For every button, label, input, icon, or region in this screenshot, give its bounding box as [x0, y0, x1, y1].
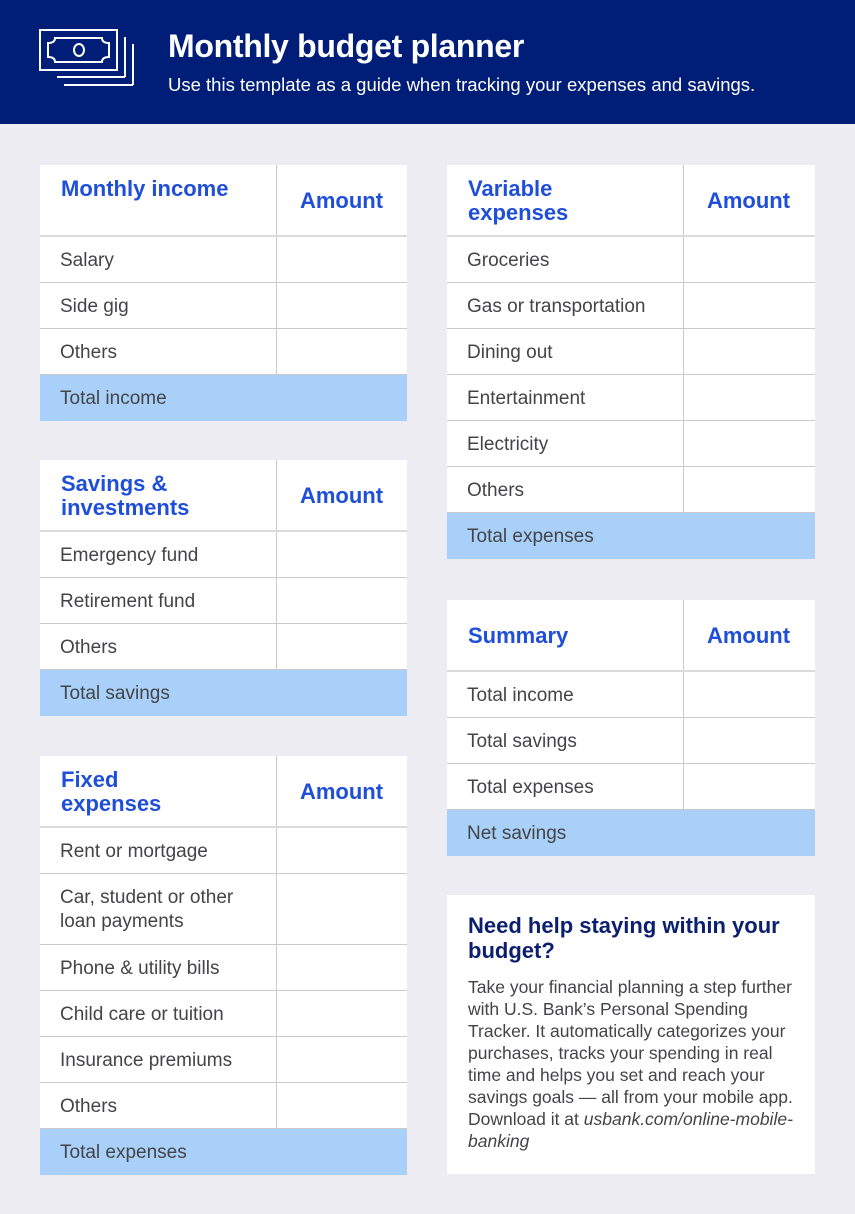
total-label: Total expenses — [467, 526, 594, 547]
table-row — [447, 672, 815, 718]
table-row — [447, 329, 815, 375]
income-table — [40, 165, 407, 421]
row-label: Others — [60, 637, 118, 658]
table-row — [40, 624, 407, 670]
table-row — [40, 283, 407, 329]
amount-cell[interactable] — [276, 532, 407, 577]
row-label: Side gig — [60, 296, 129, 317]
page-subtitle: Use this template as a guide when tracking your expenses and savings. — [168, 74, 756, 95]
amount-cell[interactable] — [276, 283, 407, 328]
amount-cell[interactable] — [683, 672, 815, 717]
page-title: Monthly budget planner — [168, 28, 525, 64]
row-label: Entertainment — [467, 388, 586, 409]
table-row — [40, 578, 407, 624]
money-bills-icon — [38, 28, 148, 96]
amount-cell[interactable] — [276, 945, 407, 990]
table-row — [447, 764, 815, 810]
table-header — [40, 165, 407, 237]
total-amount-cell[interactable] — [276, 670, 407, 716]
amount-cell[interactable] — [276, 237, 407, 282]
table-row — [447, 283, 815, 329]
row-label: Child care or tuition — [60, 1004, 224, 1025]
total-row — [40, 670, 407, 716]
table-row — [447, 421, 815, 467]
row-label: Total savings — [467, 731, 577, 752]
table-heading: Summary — [468, 623, 569, 648]
total-amount-cell[interactable] — [683, 810, 815, 856]
table-heading: Monthly income — [61, 176, 229, 201]
total-label: Total savings — [60, 683, 170, 704]
row-label: Insurance premiums — [60, 1050, 233, 1071]
amount-header: Amount — [706, 623, 791, 648]
row-label: Others — [467, 480, 525, 501]
total-row — [40, 1129, 407, 1175]
total-amount-cell[interactable] — [276, 375, 407, 421]
savings-table — [40, 460, 407, 716]
table-heading: Savings & investments — [61, 471, 190, 520]
amount-cell[interactable] — [683, 283, 815, 328]
table-row — [447, 718, 815, 764]
row-label: Others — [60, 342, 118, 363]
table-header — [447, 600, 815, 672]
amount-header: Amount — [299, 779, 384, 804]
amount-cell[interactable] — [276, 874, 407, 944]
table-row — [40, 874, 407, 945]
table-row — [40, 329, 407, 375]
amount-header: Amount — [706, 188, 791, 213]
table-row — [40, 828, 407, 874]
amount-cell[interactable] — [683, 718, 815, 763]
amount-cell[interactable] — [276, 1083, 407, 1128]
help-body-text: Take your financial planning a step further with U.S. Bank’s Personal Spending Tracker. It automatically categorizes your purchases, tracks your spending in real time and helps you set and reach your savings goals — all from your mobile app. Download it at — [468, 977, 793, 1129]
row-label: Others — [60, 1096, 118, 1117]
amount-cell[interactable] — [276, 329, 407, 374]
table-header — [447, 165, 815, 237]
amount-cell[interactable] — [276, 828, 407, 873]
table-row — [447, 237, 815, 283]
fixed-expenses-table — [40, 756, 407, 1175]
header-banner — [0, 0, 855, 124]
table-heading: Fixed expenses — [61, 767, 162, 816]
total-amount-cell[interactable] — [276, 1129, 407, 1175]
row-label: Groceries — [467, 250, 550, 271]
help-callout — [447, 895, 815, 1174]
amount-cell[interactable] — [683, 375, 815, 420]
table-row — [447, 467, 815, 513]
summary-table — [447, 600, 815, 856]
amount-cell[interactable] — [276, 624, 407, 669]
row-label: Electricity — [467, 434, 549, 455]
table-row — [447, 375, 815, 421]
table-row — [40, 532, 407, 578]
table-header — [40, 756, 407, 828]
table-row — [40, 237, 407, 283]
amount-cell[interactable] — [683, 237, 815, 282]
row-label: Car, student or other loan payments — [60, 887, 234, 932]
amount-header: Amount — [299, 483, 384, 508]
amount-cell[interactable] — [276, 991, 407, 1036]
table-heading: Variable expenses — [468, 176, 569, 225]
amount-cell[interactable] — [683, 467, 815, 512]
amount-cell[interactable] — [683, 764, 815, 809]
row-label: Salary — [60, 250, 114, 271]
table-row — [40, 945, 407, 991]
total-row — [447, 513, 815, 559]
row-label: Rent or mortgage — [60, 841, 208, 862]
row-label: Gas or transportation — [467, 296, 646, 317]
total-row — [447, 810, 815, 856]
table-row — [40, 1083, 407, 1129]
amount-cell[interactable] — [683, 329, 815, 374]
variable-expenses-table — [447, 165, 815, 559]
row-label: Total expenses — [467, 777, 594, 798]
table-row — [40, 991, 407, 1037]
total-amount-cell[interactable] — [683, 513, 815, 559]
total-label: Total expenses — [60, 1142, 187, 1163]
help-title: Need help staying within your budget? — [468, 913, 780, 963]
amount-cell[interactable] — [683, 421, 815, 466]
help-body — [468, 976, 803, 1152]
total-row — [40, 375, 407, 421]
amount-cell[interactable] — [276, 1037, 407, 1082]
row-label: Phone & utility bills — [60, 958, 220, 979]
table-row — [40, 1037, 407, 1083]
help-link[interactable]: usbank.com/online-mobile-banking — [468, 1109, 793, 1151]
row-label: Emergency fund — [60, 545, 199, 566]
row-label: Total income — [467, 685, 574, 706]
table-header — [40, 460, 407, 532]
amount-cell[interactable] — [276, 578, 407, 623]
row-label: Dining out — [467, 342, 553, 363]
amount-header: Amount — [299, 188, 384, 213]
total-label: Net savings — [467, 823, 567, 844]
row-label: Retirement fund — [60, 591, 196, 612]
total-label: Total income — [60, 388, 167, 409]
